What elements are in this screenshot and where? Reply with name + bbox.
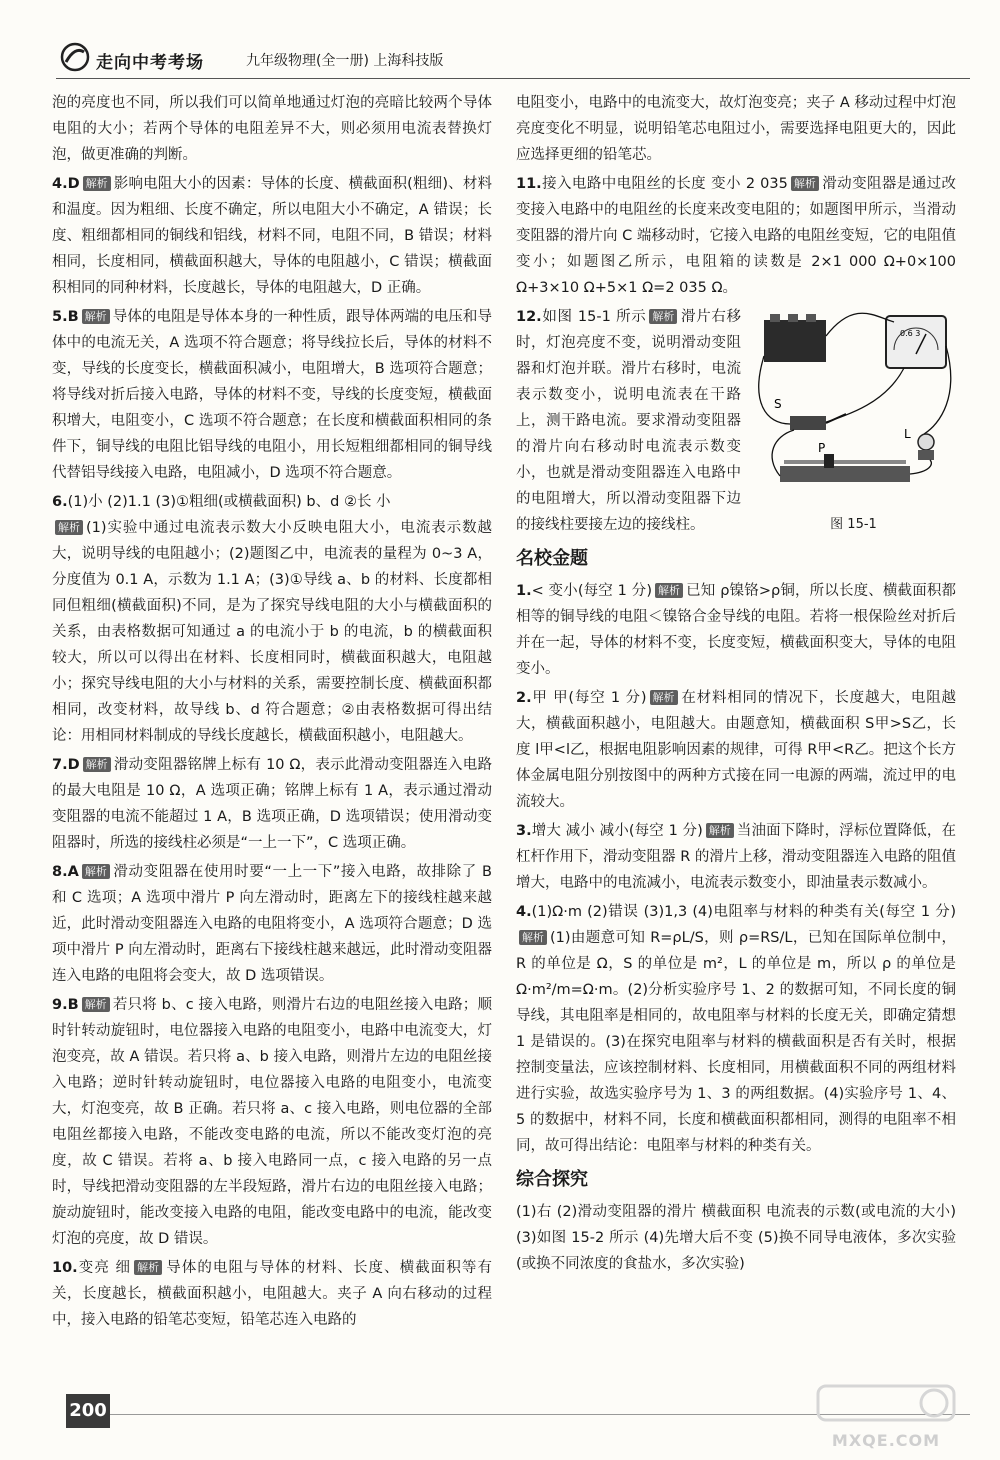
item-number: 3.	[516, 823, 532, 839]
item-number: 12.	[516, 309, 542, 325]
item-text: (1)由题意可知 R=ρL/S，则 ρ=RS/L，已知在国际单位制中，R 的单位是 Ω，S 的单位是 m²，L 的单位是 m，所以 ρ 的单位是 Ω·m²/m=Ω·m。(2)分析实验序号 1、2 的数据可知，不同长度的铜导线，其电阻率是相同的，故电阻率与材料的长度无关，即确定猜想 1 是错误的。(3)在探究电阻率与材料的横截面积是否有关时，根据控制变量法，应该控制材料、长度相同，用横截面积不同的两组材料进行实验，故选实验序号为 1、3 的两组数据。(4)实验序号 1、4、5 的数据中，材料不同，长度和横截面积都相同，测得的电阻率不相同，故可得出结论：电阻率与材料的种类有关。	[516, 930, 956, 1154]
right-column	[516, 90, 956, 1280]
continued-text: 电阻变小，电路中的电流变大，故灯泡变亮；夹子 A 移动过程中灯泡亮度变化不明显，说明铅笔芯电阻过小，需要选择电阻更大的，因此应选择更细的铅笔芯。	[516, 95, 956, 163]
item-text: 滑动变阻器铭牌上标有 10 Ω，表示此滑动变阻器连入电路的最大电阻是 10 Ω，A 选项正确；铭牌上标有 1 A，表示通过滑动变阻器的电流不能超过 1 A，B 选项正确，D 选项错误；使用滑动变阻器时，所选的接线柱必须是“一上一下”，C 选项正确。	[52, 757, 492, 851]
circuit-diagram	[754, 306, 954, 506]
item-answer: 如图 15-1 所示	[541, 309, 647, 325]
item-text: 在材料相同的情况下，长度越大，电阻越大，横截面积越小，电阻越大。由题意知，横截面积 S甲>S乙，长度 l甲<l乙，根据电阻影响因素的规律，可得 R甲<R乙。把这个长方体金属电阻分别按图中的两种方式接在同一电源的两端，流过甲的电流较大。	[516, 690, 957, 810]
analysis-tag: 解析	[650, 690, 678, 705]
item-answer: 接入电路中电阻丝的长度 变小 2 035	[541, 176, 788, 192]
analysis-tag: 解析	[655, 583, 683, 598]
item-answer: 变亮 细	[77, 1260, 132, 1276]
circuit-figure	[751, 306, 956, 535]
meter-scale-label: 0.6 3	[899, 329, 920, 338]
item-number: 11.	[516, 176, 542, 192]
section-heading-famous-school: 名校金题	[516, 548, 588, 569]
switch-icon	[790, 416, 826, 430]
item-number: 1.	[516, 583, 532, 599]
battery-icon	[764, 320, 826, 362]
header-rule	[56, 78, 970, 79]
item-text: 影响电阻大小的因素：导体的长度、横截面积(粗细)、材料和温度。因为粗细、长度不确定，所以电阻大小不确定，A 错误；长度、粗细都相同的铜线和铝线，材料不同，电阻不同，B 错误；材料相同，长度相同，横截面积越大，导体的电阻越小，C 错误；横截面积相同的同种材料，长度越长，导体的电阻越大，D 正确。	[52, 176, 492, 296]
intro-text: 泡的亮度也不同，所以我们可以简单地通过灯泡的亮暗比较两个导体电阻的大小；若两个导体的电阻差异不大，则必须用电流表替换灯泡，做更准确的判断。	[52, 95, 492, 163]
analysis-tag: 解析	[82, 997, 110, 1012]
item-number: 4.	[516, 904, 532, 920]
item-number: 4.D	[52, 176, 80, 192]
analysis-tag: 解析	[83, 176, 111, 191]
school-item-1	[516, 578, 956, 682]
book-subtitle: 九年级物理(全一册) 上海科技版	[246, 53, 444, 69]
analysis-tag: 解析	[55, 520, 83, 535]
page-number: 200	[66, 1394, 110, 1428]
answer-item-9	[52, 992, 492, 1252]
figure-caption: 图 15-1	[830, 517, 877, 532]
analysis-tag: 解析	[519, 930, 547, 945]
item-number: 9.B	[52, 997, 79, 1013]
item-answer: (1)小 (2)1.1 (3)①粗细(或横截面积) b、d ②长 小	[67, 494, 391, 510]
analysis-tag: 解析	[83, 757, 111, 772]
item-number: 10.	[52, 1260, 78, 1276]
answer-item-7	[52, 752, 492, 856]
analysis-tag: 解析	[706, 823, 734, 838]
analysis-tag: 解析	[82, 864, 110, 879]
switch-label: S	[773, 397, 782, 411]
item-text: 若只将 b、c 接入电路，则滑片右边的电阻丝接入电路；顺时针转动旋钮时，电位器接入电路的电阻变小，电路中电流变大，灯泡变亮，故 A 错误。若只将 a、b 接入电路，则滑片左边的电阻丝接入电路；逆时针转动旋钮时，电位器接入电路的电阻变小，电流变大，灯泡变亮，故 B 正确。若只将 a、c 接入电路，则电位器的全部电阻丝都接入电路，不能改变电路的电流，所以不能改变灯泡的亮度，故 C 错误。若将 a、b 接入电路同一点，c 接入电路的另一点时，导线把滑动变阻器的左半段短路，滑片右边的电阻丝接入电路；旋动旋钮时，能改变接入电路的电阻，能改变电路中的电流，能改变灯泡的亮度，故 D 错误。	[52, 997, 492, 1247]
answer-item-12	[516, 304, 956, 538]
item-text: 当油面下降时，浮标位置降低，在杠杆作用下，滑动变阻器 R 的滑片上移，滑动变阻器连入电路的阻值增大，电路中的电流减小，电流表示数变小，即油量表示数减小。	[516, 823, 956, 891]
item-number: 6.	[52, 494, 68, 510]
comprehensive-answer: (1)右 (2)滑动变阻器的滑片 横截面积 电流表的示数(或电流的大小) (3)如图 15-2 所示 (4)先增大后不变 (5)换不同导电液体，多次实验(或换不同浓度的食盐水，多次实验)	[516, 1204, 956, 1272]
analysis-tag: 解析	[791, 176, 819, 191]
item-text: 滑片右移时，灯泡亮度不变，说明滑动变阻器和灯泡并联。滑片右移时，电流表示数变小，说明电流表在干路上，测干路电流。要求滑动变阻器的滑片向右移动时电流表示数变小，也就是滑动变阻器连入电路中的电阻增大，所以滑动变阻器下边的接线柱要接左边的接线柱。	[516, 309, 741, 533]
page-header	[40, 38, 970, 78]
item-text: 滑动变阻器是通过改变接入电路中的电阻丝的长度来改变电阻的；如题图甲所示，当滑动变阻器的滑片向 C 端移动时，它接入电路的电阻丝变短，它的电阻值变小；如题图乙所示，电阻箱的读数是 2×1 000 Ω+0×100 Ω+3×10 Ω+5×1 Ω=2 035 Ω。	[516, 176, 957, 296]
item-text: (1)实验中通过电流表示数大小反映电阻大小，电流表示数越大，说明导线的电阻越小；(2)题图乙中，电流表的量程为 0~3 A，分度值为 0.1 A，示数为 1.1 A；(3)①导线 a、b 的材料、长度都相同但粗细(横截面积)不同，是为了探究导线电阻的大小与横截面积的关系，由表格数据可知通过 a 的电流小于 b 的电流，b 的横截面积较大，所以可以得出在材料、长度相同时，横截面积越大，电阻越小；探究导线电阻的大小与材料的关系，需要控制长度、横截面积都相同，改变材料，故导线 b、d 符合题意；②由表格数据可得出结论：用相同材料制成的导线长度越长，横截面积越小，电阻越大。	[52, 520, 492, 744]
answer-item-10	[52, 1255, 492, 1333]
section-heading-comprehensive: 综合探究	[516, 1169, 588, 1190]
left-column	[52, 90, 492, 1336]
item-text: 导体的电阻是导体本身的一种性质，跟导体两端的电压和导体中的电流无关，A 选项不符合题意；将导线拉长后，导体的材料不变，导线的长度变长，横截面积减小，电阻增大，B 选项符合题意；将导线对折后接入电路，导体的材料不变，导线的长度变短，横截面积增大，电阻变小，C 选项不符合题意；在长度和横截面积相同的条件下，铜导线的电阻比铝导线的电阻小，用长短粗细都相同的铜导线代替铝导线接入电路，电阻减小，D 选项不符合题意。	[52, 309, 492, 481]
watermark-logo-icon	[816, 1382, 956, 1424]
item-number: 7.D	[52, 757, 80, 773]
item-answer: 增大 减小 减小(每空 1 分)	[531, 823, 703, 839]
bulb-icon	[918, 434, 934, 450]
item-number: 5.B	[52, 309, 79, 325]
school-item-2	[516, 685, 956, 815]
analysis-tag: 解析	[134, 1260, 162, 1275]
item-answer: < 变小(每空 1 分)	[531, 583, 652, 599]
watermark	[806, 1382, 966, 1450]
item-number: 2.	[516, 690, 532, 706]
book-logo-icon	[60, 42, 90, 72]
slider-label: P	[817, 441, 825, 455]
answer-item-11	[516, 171, 956, 301]
item-number: 8.A	[52, 864, 79, 880]
school-item-3	[516, 818, 956, 896]
item-answer: (1)Ω·m (2)错误 (3)1,3 (4)电阻率与材料的种类有关(每空 1 分)	[531, 904, 956, 920]
item-text: 已知 ρ镍铬>ρ铜，所以长度、横截面积都相等的铜导线的电阻＜镍铬合金导线的电阻。若将一根保险丝对折后并在一起，导体的材料不变，长度变短，横截面积变大，导体的电阻变小。	[516, 583, 956, 677]
answer-item-5	[52, 304, 492, 486]
item-answer: 甲 甲(每空 1 分)	[531, 690, 647, 706]
bulb-label: L	[903, 427, 911, 441]
answer-item-8	[52, 859, 492, 989]
rheostat-icon	[780, 466, 910, 482]
item-text: 导体的电阻与导体的材料、长度、横截面积等有关，长度越长，横截面积越小，电阻越大。夹子 A 向右移动的过程中，接入电路的铅笔芯变短，铅笔芯连入电路的	[52, 1260, 492, 1328]
analysis-tag: 解析	[649, 309, 677, 324]
brand-title: 走向中考考场	[96, 53, 204, 73]
school-item-4	[516, 899, 956, 1159]
item-text: 滑动变阻器在使用时要“一上一下”接入电路，故排除了 B 和 C 选项；A 选项中滑片 P 向左滑动时，距离左下的接线柱越来越近，此时滑动变阻器连入电路的电阻将变小，A 选项符合题意；D 选项中滑片 P 向左滑动时，距离右下接线柱越来越远，此时滑动变阻器连入电路的电阻将会变大，故 D 选项错误。	[52, 864, 492, 984]
analysis-tag: 解析	[82, 309, 110, 324]
answer-item-4	[52, 171, 492, 301]
answer-item-6	[52, 489, 492, 749]
watermark-url: MXQE.COM	[831, 1431, 941, 1450]
